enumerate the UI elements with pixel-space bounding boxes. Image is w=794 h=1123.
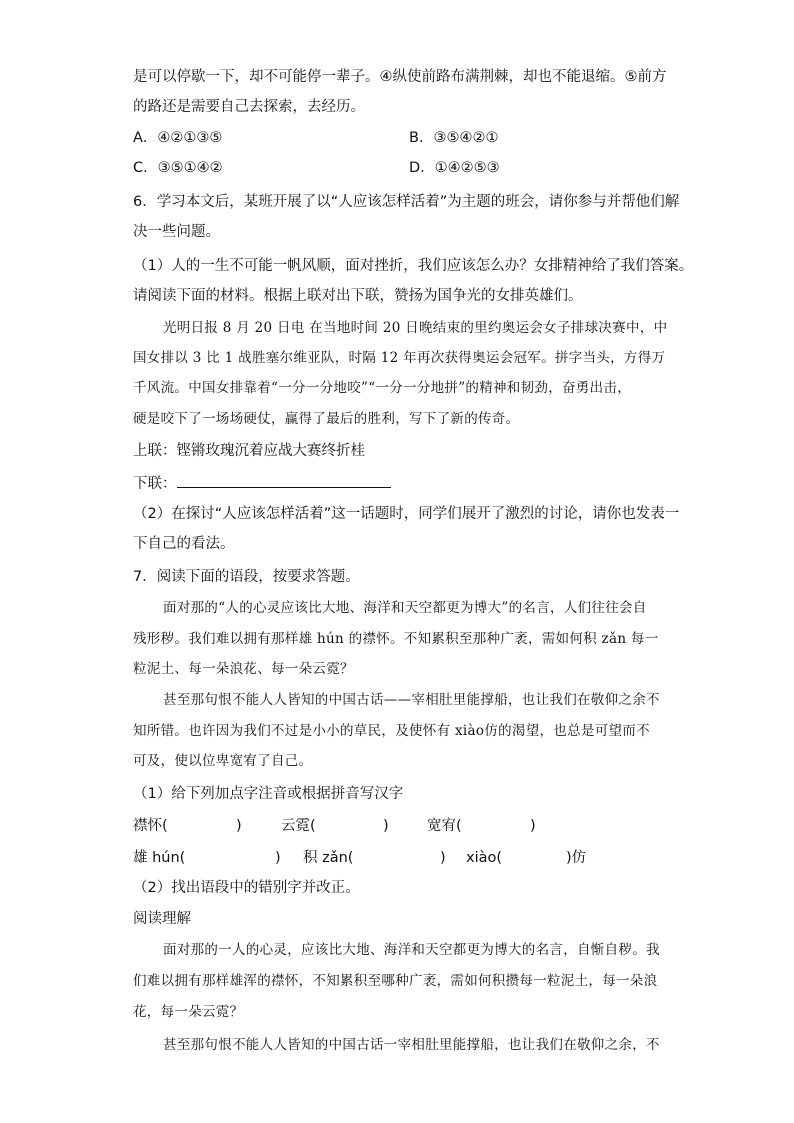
q6-stem: 6．学习本文后，某班开展了以“人应该怎样活着”为主题的班会，请你参与并帮他们解	[133, 194, 680, 210]
pinyin-item: 积 zǎn(	[303, 850, 354, 866]
q7-passage: 残形秽。我们难以拥有那样雄 hún 的襟怀。不知累积至那种广袤，需如何积 zǎn 每一	[133, 631, 659, 647]
reading-passage: 们难以拥有那样雄浑的襟怀，不知累积至哪种广袤，需如何积攒每一粒泥土，每一朵浪	[133, 973, 658, 989]
option-c: C．③⑤①④②	[133, 160, 223, 176]
q7-sub1: （1）给下列加点字注音或根据拼音写汉字	[133, 786, 404, 802]
q7-passage: 可及，使以位卑宽宥了自己。	[133, 753, 313, 769]
pinyin-item: 宽宥(	[427, 818, 462, 834]
q7-passage: 知所错。也许因为我们不过是小小的草民，及使怀有 xiào仿的渴望，也总是可望而不	[133, 723, 650, 739]
pinyin-item: 襟怀(	[133, 818, 168, 834]
option-a: A．④②①③⑤	[133, 130, 223, 146]
section-heading: 阅读理解	[133, 911, 191, 927]
news-material: 硬是咬下了一场场硬仗，赢得了最后的胜利，写下了新的传奇。	[133, 411, 520, 427]
couplet-lower-label: 下联：	[133, 476, 177, 492]
pinyin-close: )	[530, 818, 536, 834]
couplet-lower	[133, 473, 391, 494]
news-material: 千风流。中国女排靠着“一分一分地咬”“一分一分地拼”的精神和韧劲，奋勇出击，	[133, 380, 632, 396]
q6-sub1: （1）人的一生不可能一帆风顺，面对挫折，我们应该怎么办？女排精神给了我们答案。	[133, 258, 694, 274]
option-d: D．①④②⑤③	[409, 160, 500, 176]
couplet-upper: 上联：铿锵玫瑰沉着应战大赛终折桂	[133, 443, 365, 459]
pinyin-close: )	[275, 850, 281, 866]
q7-passage: 面对那的“人的心灵应该比大地、海洋和天空都更为博大”的名言，人们往往会自	[163, 600, 647, 616]
pinyin-close: )	[383, 818, 389, 834]
q6-sub1: 请阅读下面的材料。根据上联对出下联，赞扬为国争光的女排英雄们。	[133, 288, 583, 304]
pinyin-item: xiào(	[466, 850, 503, 866]
q5-text-line: 是可以停歇一下，却不可能停一辈子。④纵使前路布满荆棘，却也不能退缩。⑤前方	[133, 69, 667, 85]
pinyin-item: 雄 hún(	[133, 850, 186, 866]
q7-sub2: （2）找出语段中的错别字并改正。	[133, 880, 360, 896]
reading-passage: 面对那的一人的心灵，应该比大地、海洋和天空都更为博大的名言，自惭自秽。我	[163, 942, 660, 958]
news-material: 光明日报 8 月 20 日电 在当地时间 20 日晚结束的里约奥运会女子排球决赛中，中	[163, 320, 668, 336]
option-b: B．③⑤④②①	[409, 130, 499, 146]
pinyin-item: 云霓(	[281, 818, 316, 834]
q7-passage: 甚至那句恨不能人人皆知的中国古话——宰相肚里能撑船，也让我们在敬仰之余不	[163, 692, 660, 708]
q7-passage: 粒泥土、每一朵浪花、每一朵云霓？	[133, 661, 354, 677]
pinyin-close: )	[236, 818, 242, 834]
news-material: 国女排以 3 比 1 战胜塞尔维亚队，时隔 12 年再次获得奥运会冠军。拼字当头，方得万	[133, 350, 666, 366]
pinyin-close: )仿	[566, 850, 587, 866]
answer-blank[interactable]	[177, 473, 391, 488]
q6-sub2: 下自己的看法。	[133, 536, 235, 552]
pinyin-close: )	[440, 850, 446, 866]
q5-text-line: 的路还是需要自己去探索，去经历。	[133, 99, 365, 115]
reading-passage: 甚至那句恨不能人人皆知的中国古话一宰相肚里能撑船，也让我们在敬仰之余，不	[163, 1037, 660, 1053]
reading-passage: 花，每一朵云霓？	[133, 1004, 244, 1020]
q6-stem: 决一些问题。	[133, 224, 220, 240]
q7-stem: 7．阅读下面的语段，按要求答题。	[133, 569, 360, 585]
q6-sub2: （2）在探讨“人应该怎样活着”这一话题时，同学们展开了激烈的讨论，请你也发表一	[133, 506, 680, 522]
